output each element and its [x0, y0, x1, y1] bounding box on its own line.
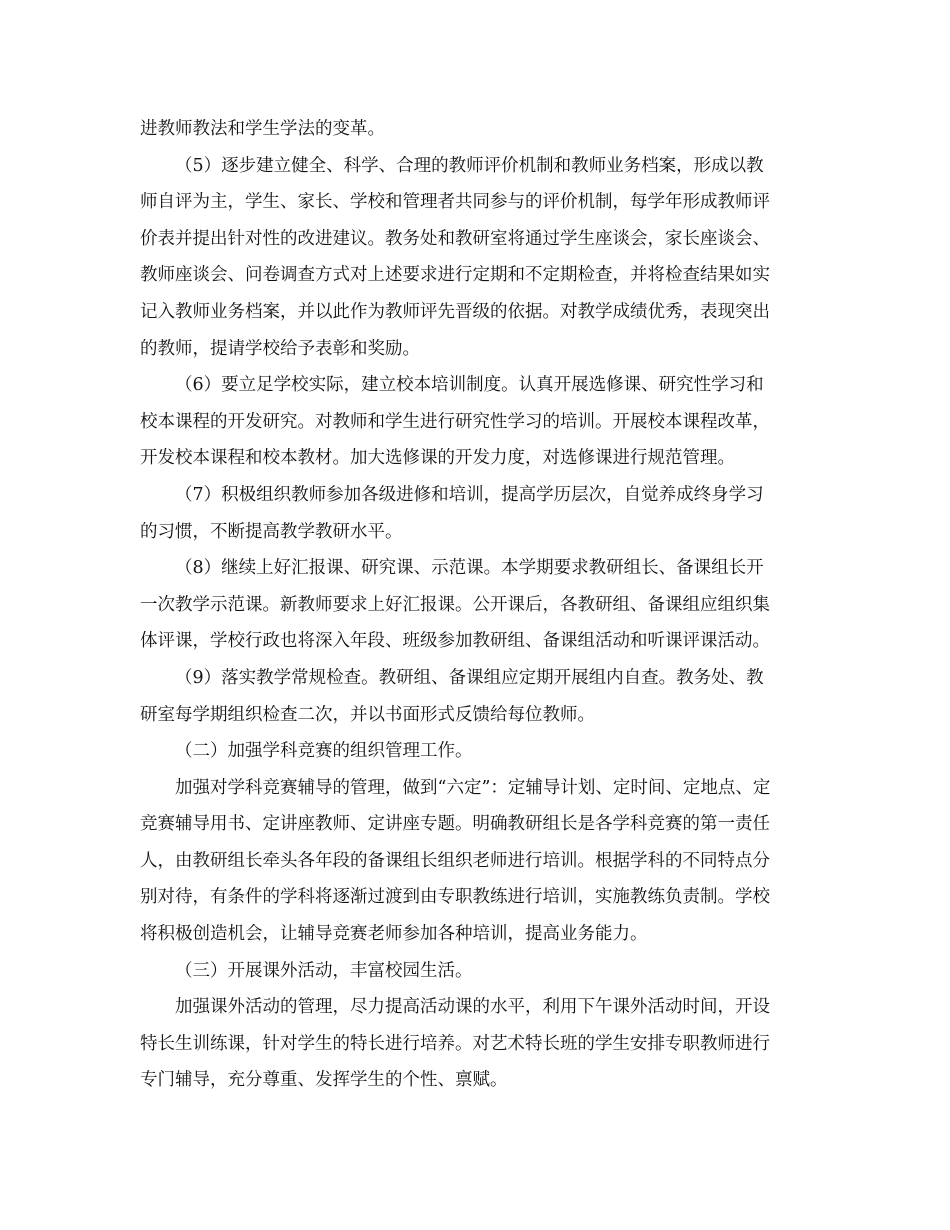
text-line: （8）继续上好汇报课、研究课、示范课。本学期要求教研组长、备课组长开 [175, 558, 764, 579]
text-line: （三）开展课外活动，丰富校园生活。 [175, 960, 473, 981]
text-line: 体评课，学校行政也将深入年段、班级参加教研组、备课组活动和听课评课活动。 [140, 631, 770, 652]
text-line: （7）积极组织教师参加各级进修和培训，提高学历层次，自觉养成终身学习 [175, 484, 764, 505]
document-body [140, 111, 812, 1099]
text-line: （5）逐步建立健全、科学、合理的教师评价机制和教师业务档案，形成以教 [175, 155, 764, 176]
text-line: 进教师教法和学生学法的变革。 [140, 119, 385, 139]
text-line: （二）加强学科竞赛的组织管理工作。 [175, 741, 473, 762]
text-line: 加强课外活动的管理，尽力提高活动课的水平，利用下午课外活动时间，开设 [175, 997, 770, 1018]
text-line: 的教师，提请学校给予表彰和奖励。 [140, 338, 420, 359]
text-line: （6）要立足学校实际，建立校本培训制度。认真开展选修课、研究性学习和 [175, 375, 764, 396]
text-line: 研室每学期组织检查二次，并以书面形式反馈给每位教师。 [140, 704, 595, 725]
text-line: 师自评为主，学生、家长、学校和管理者共同参与的评价机制，每学年形成教师评 [140, 192, 770, 213]
text-line: 特长生训练课，针对学生的特长进行培养。对艺术特长班的学生安排专职教师进行 [140, 1033, 770, 1054]
text-line: 教师座谈会、问卷调查方式对上述要求进行定期和不定期检查，并将检查结果如实 [140, 265, 770, 286]
text-line: 一次教学示范课。新教师要求上好汇报课。公开课后，各教研组、备课组应组织集 [140, 594, 770, 615]
text-line: 开发校本课程和校本教材。加大选修课的开发力度，对选修课进行规范管理。 [140, 448, 735, 469]
text-line: 加强对学科竞赛辅导的管理，做到“六定”：定辅导计划、定时间、定地点、定 [175, 777, 771, 798]
text-line: 将积极创造机会，让辅导竞赛老师参加各种培训，提高业务能力。 [140, 924, 648, 945]
text-line: 价表并提出针对性的改进建议。教务处和教研室将通过学生座谈会，家长座谈会、 [140, 228, 770, 249]
text-line: 校本课程的开发研究。对教师和学生进行研究性学习的培训。开展校本课程改革， [140, 411, 770, 432]
text-line: 人，由教研组长牵头各年段的备课组长组织老师进行培训。根据学科的不同特点分 [140, 850, 770, 871]
text-line: （9）落实教学常规检查。教研组、备课组应定期开展组内自查。教务处、教 [175, 667, 764, 688]
text-line: 的习惯，不断提高教学教研水平。 [140, 521, 403, 542]
text-line: 别对待，有条件的学科将逐渐过渡到由专职教练进行培训，实施教练负责制。学校 [140, 887, 770, 908]
text-line: 专门辅导，充分尊重、发挥学生的个性、禀赋。 [140, 1070, 508, 1091]
text-line: 竞赛辅导用书、定讲座教师、定讲座专题。明确教研组长是各学科竞赛的第一责任 [140, 814, 770, 835]
text-line: 记入教师业务档案，并以此作为教师评先晋级的依据。对教学成绩优秀，表现突出 [140, 301, 770, 322]
